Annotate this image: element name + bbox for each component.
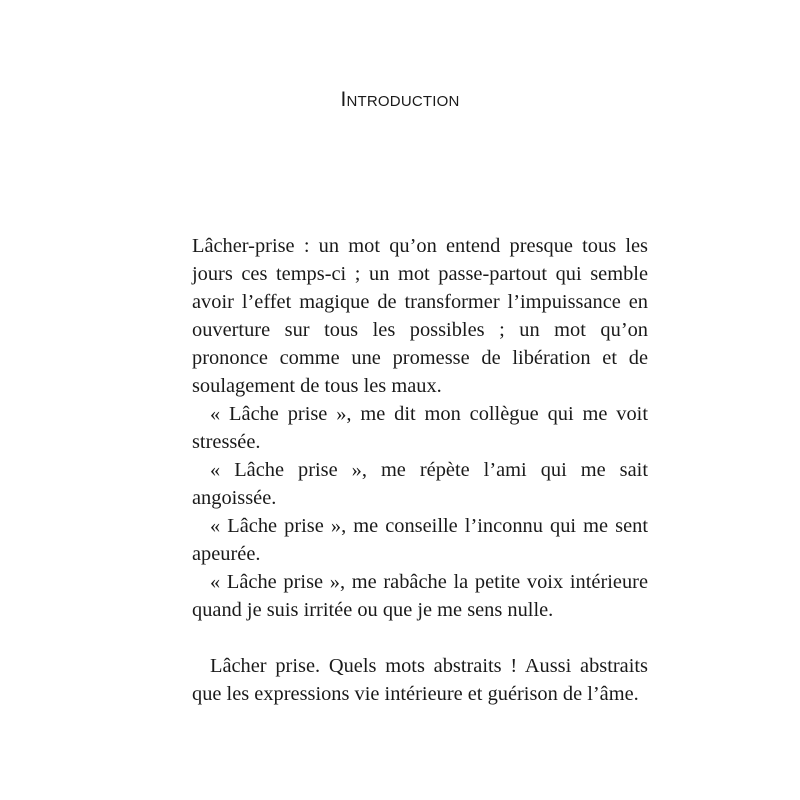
chapter-title: Introduction: [340, 88, 460, 111]
paragraph-quote-inner-voice: « Lâche prise », me rabâche la petite voix intérieure quand je suis irritée ou que je me sens nulle.: [192, 571, 648, 621]
paragraph-quote-colleague: « Lâche prise », me dit mon collègue qui me voit stressée.: [192, 403, 648, 453]
paragraph-quote-friend: « Lâche prise », me répète l’ami qui me sait angoissée.: [192, 459, 648, 509]
paragraph-quote-stranger: « Lâche prise », me conseille l’inconnu qui me sent apeurée.: [192, 515, 648, 565]
body-text: [192, 232, 648, 708]
paragraph-intro: Lâcher-prise : un mot qu’on entend presque tous les jours ces temps-ci ; un mot passe-partout qui semble avoir l’effet magique de transformer l’impuissance en ouverture sur tous les possibles ; un mot qu’on prononce comme une promesse de libération et de soulagement de tous les maux.: [192, 235, 648, 397]
paragraph-abstract-words: Lâcher prise. Quels mots abstraits ! Aussi abstraits que les expressions vie intérieure et guérison de l’âme.: [192, 655, 648, 705]
